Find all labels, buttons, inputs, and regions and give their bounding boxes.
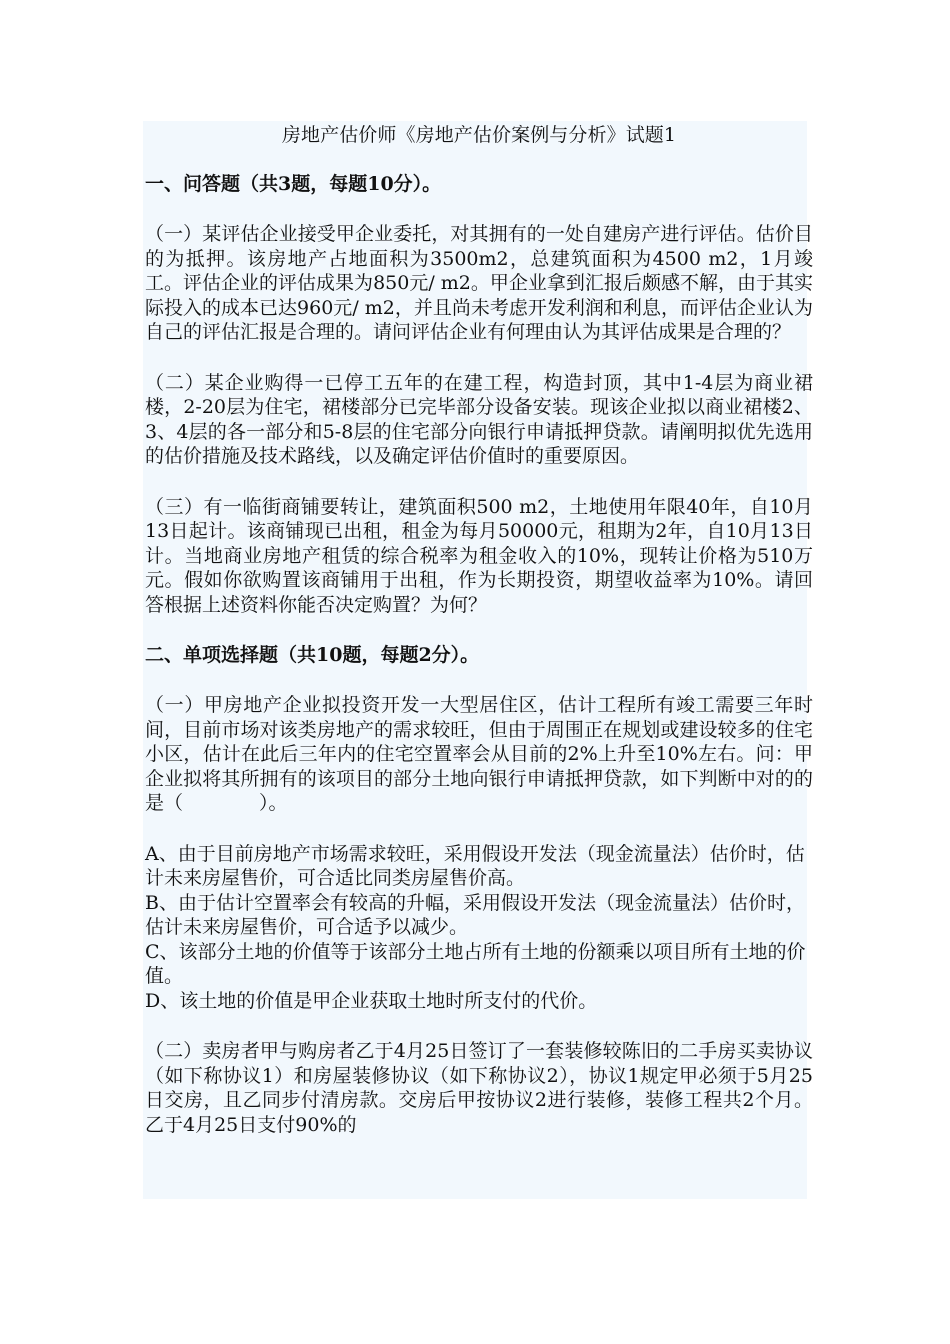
section-heading-qa: 一、问答题（共3题，每题10分）。 xyxy=(145,173,442,195)
document-body xyxy=(145,123,813,1163)
question-2: （二）某企业购得一已停工五年的在建工程，构造封顶，其中1-4层为商业裙楼，2-20层为住宅，裙楼部分已完毕部分设备安装。现该企业拟以商业裙楼2、3、4层的各一部分和5-8层的住宅部分向银行申请抵押贷款。请阐明拟优先选用的估价措施及技术路线，以及确定评估价值时的重要原因。 xyxy=(145,371,813,467)
option-c: C、该部分土地的价值等于该部分土地占所有土地的份额乘以项目所有土地的价值。 xyxy=(145,940,806,987)
option-a: A、由于目前房地产市场需求较旺，采用假设开发法（现金流量法）估价时，估计未来房屋售价，可合适比同类房屋售价高。 xyxy=(145,842,805,889)
option-b: B、由于估计空置率会有较高的升幅，采用假设开发法（现金流量法）估价时，估计未来房屋售价，可合适予以减少。 xyxy=(145,891,805,938)
document-title: 房地产估价师《房地产估价案例与分析》试题1 xyxy=(281,124,677,146)
question-1: （一）某评估企业接受甲企业委托，对其拥有的一处自建房产进行评估。估价目的为抵押。该房地产占地面积为3500m2，总建筑面积为4500 m2，1月竣工。评估企业的评估成果为850元/ m2。甲企业拿到汇报后颇感不解，由于其实际投入的成本已达960元/ m2，并且尚未考虑开发利润和利息，而评估企业认为自己的评估汇报是合理的。请问评估企业有何理由认为其评估成果是合理的？ xyxy=(145,223,813,343)
option-d: D、该土地的价值是甲企业获取土地时所支付的代价。 xyxy=(145,989,598,1012)
choice-question-1-options xyxy=(145,842,813,1014)
choice-question-1-stem: （一）甲房地产企业拟投资开发一大型居住区，估计工程所有竣工需要三年时间，目前市场对该类房地产的需求较旺，但由于周围正在规划或建设较多的住宅小区，估计在此后三年内的住宅空置率会从目前的2%上升至10%左右。问：甲企业拟将其所拥有的该项目的部分土地向银行申请抵押贷款，如下判断中对的的是（ ）。 xyxy=(145,694,813,814)
question-3: （三）有一临街商铺要转让，建筑面积500 m2，土地使用年限40年，自10月13日起计。该商铺现已出租，租金为每月50000元，租期为2年，自10月13日计。当地商业房地产租赁的综合税率为租金收入的10%，现转让价格为510万元。假如你欲购置该商铺用于出租，作为长期投资，期望收益率为10%。请回答根据上述资料你能否决定购置？为何？ xyxy=(145,495,813,616)
section-heading-single-choice: 二、单项选择题（共10题，每题2分）。 xyxy=(145,644,480,666)
choice-question-2-stem: （二）卖房者甲与购房者乙于4月25日签订了一套装修较陈旧的二手房买卖协议（如下称协议1）和房屋装修协议（如下称协议2），协议1规定甲必须于5月25日交房，且乙同步付清房款。交房后甲按协议2进行装修，装修工程共2个月。乙于4月25日支付90%的 xyxy=(145,1040,813,1136)
